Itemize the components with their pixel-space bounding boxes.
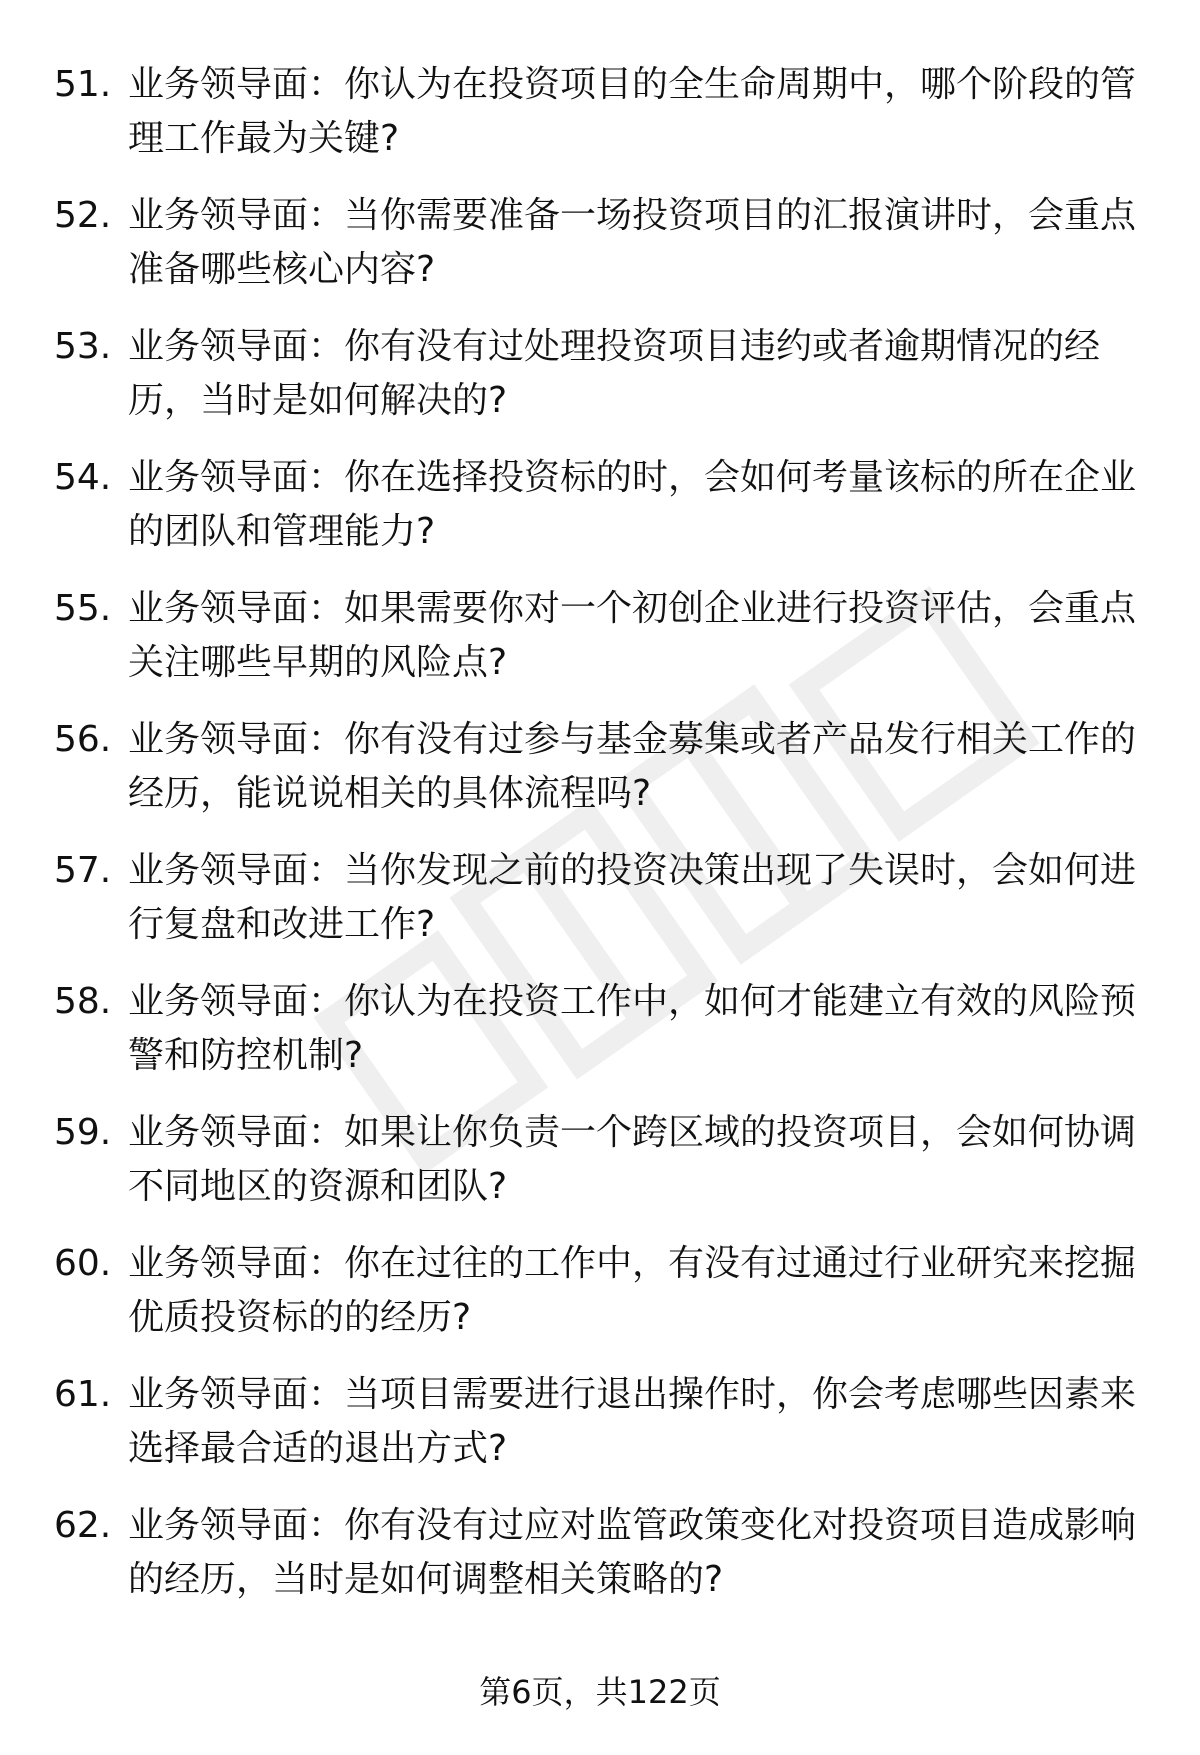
question-number: 55. — [54, 588, 112, 629]
question-number: 57. — [54, 850, 112, 891]
question-item — [0, 975, 1200, 1106]
question-number: 56. — [54, 719, 112, 760]
question-number: 51. — [54, 64, 112, 105]
question-number: 59. — [54, 1112, 112, 1153]
question-text: 业务领导面：当项目需要进行退出操作时，你会考虑哪些因素来选择最合适的退出方式? — [128, 1374, 1137, 1469]
question-item — [0, 1499, 1200, 1630]
page-number: 第6页，共122页 — [479, 1673, 721, 1711]
question-number: 60. — [54, 1243, 112, 1284]
question-item — [0, 58, 1200, 189]
question-item — [0, 1106, 1200, 1237]
question-item — [0, 451, 1200, 582]
question-number: 53. — [54, 326, 112, 367]
question-item — [0, 713, 1200, 844]
question-item — [0, 1237, 1200, 1368]
question-item — [0, 844, 1200, 975]
question-text: 业务领导面：如果让你负责一个跨区域的投资项目，会如何协调不同地区的资源和团队? — [128, 1112, 1137, 1207]
question-item — [0, 582, 1200, 713]
question-number: 62. — [54, 1505, 112, 1546]
question-item — [0, 189, 1200, 320]
question-list — [0, 58, 1200, 1630]
question-text: 业务领导面：当你需要准备一场投资项目的汇报演讲时，会重点准备哪些核心内容? — [128, 195, 1137, 290]
question-text: 业务领导面：你认为在投资项目的全生命周期中，哪个阶段的管理工作最为关键? — [128, 64, 1137, 159]
question-item — [0, 1368, 1200, 1499]
question-number: 54. — [54, 457, 112, 498]
question-number: 52. — [54, 195, 112, 236]
question-text: 业务领导面：当你发现之前的投资决策出现了失误时，会如何进行复盘和改进工作? — [128, 850, 1137, 945]
question-number: 61. — [54, 1374, 112, 1415]
question-item — [0, 320, 1200, 451]
question-text: 业务领导面：你在过往的工作中，有没有过通过行业研究来挖掘优质投资标的的经历? — [128, 1243, 1137, 1338]
question-number: 58. — [54, 981, 112, 1022]
question-text: 业务领导面：你有没有过参与基金募集或者产品发行相关工作的经历，能说说相关的具体流程吗? — [128, 719, 1137, 814]
question-text: 业务领导面：你认为在投资工作中，如何才能建立有效的风险预警和防控机制? — [128, 981, 1137, 1076]
question-text: 业务领导面：你有没有过应对监管政策变化对投资项目造成影响的经历，当时是如何调整相关策略的? — [128, 1505, 1137, 1600]
question-text: 业务领导面：你有没有过处理投资项目违约或者逾期情况的经历，当时是如何解决的? — [128, 326, 1101, 421]
question-text: 业务领导面：如果需要你对一个初创企业进行投资评估，会重点关注哪些早期的风险点? — [128, 588, 1137, 683]
question-text: 业务领导面：你在选择投资标的时，会如何考量该标的所在企业的团队和管理能力? — [128, 457, 1137, 552]
